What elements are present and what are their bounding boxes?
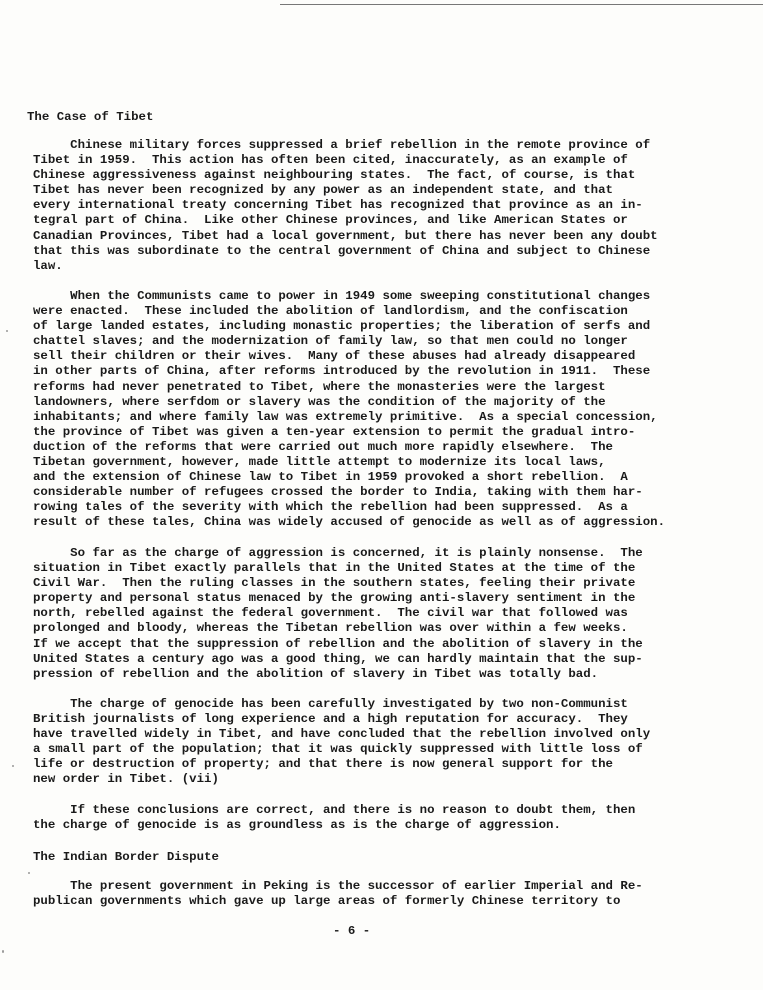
- text-line: reforms had never penetrated to Tibet, where the monasteries were the largest: [33, 379, 606, 394]
- paragraph-1: [33, 138, 753, 274]
- text-line: United States a century ago was a good thing, we can hardly maintain that the sup-: [33, 651, 643, 666]
- text-line: pression of rebellion and the abolition of slavery in Tibet was totally bad.: [33, 666, 599, 681]
- text-line: Tibet has never been recognized by any power as an independent state, and that: [33, 183, 613, 198]
- scan-speck: [6, 330, 8, 332]
- scan-speck: [12, 765, 14, 767]
- text-line: So far as the charge of aggression is concerned, it is plainly nonsense. The: [33, 546, 643, 560]
- text-line: the province of Tibet was given a ten-year extension to permit the gradual intro-: [33, 424, 636, 439]
- paragraph-4: [33, 697, 753, 788]
- paragraph-5: [33, 803, 753, 833]
- text-line: If we accept that the suppression of rebellion and the abolition of slavery in the: [33, 636, 643, 651]
- text-line: every international treaty concerning Tibet has recognized that province as an in-: [33, 198, 643, 213]
- text-line: law.: [33, 258, 63, 273]
- text-line: prolonged and bloody, whereas the Tibetan rebellion was over within a few weeks.: [33, 621, 628, 636]
- text-line: Chinese military forces suppressed a brief rebellion in the remote province of: [33, 138, 651, 152]
- text-line: duction of the reforms that were carried out much more rapidly elsewhere. The: [33, 439, 613, 454]
- scan-speck: [28, 872, 30, 874]
- text-line: Tibet in 1959. This action has often been cited, inaccurately, as an example of: [33, 153, 628, 168]
- paragraph-6: [33, 879, 753, 909]
- page-number: - 6 -: [333, 924, 371, 938]
- text-line: sell their children or their wives. Many of these abuses had already disappeared: [33, 349, 636, 364]
- text-line: life or destruction of property; and that there is now general support for the: [33, 757, 613, 772]
- text-line: a small part of the population; that it was quickly suppressed with little loss of: [33, 742, 643, 757]
- text-line: tegral part of China. Like other Chinese provinces, and like American States or: [33, 213, 628, 228]
- text-line: When the Communists came to power in 1949 some sweeping constitutional changes: [33, 289, 651, 303]
- paragraph-2: [33, 289, 753, 531]
- section-heading-indian-border: The Indian Border Dispute: [33, 850, 219, 864]
- text-line: north, rebelled against the federal government. The civil war that followed was: [33, 606, 628, 621]
- text-line: have travelled widely in Tibet, and have concluded that the rebellion involved only: [33, 727, 651, 742]
- text-line: result of these tales, China was widely accused of genocide as well as of aggression.: [33, 515, 666, 530]
- top-rule: [280, 4, 763, 5]
- text-line: Civil War. Then the ruling classes in the southern states, feeling their private: [33, 576, 636, 591]
- text-line: British journalists of long experience and a high reputation for accuracy. They: [33, 712, 628, 727]
- paragraph-3: [33, 546, 753, 682]
- text-line: that this was subordinate to the central government of China and subject to Chinese: [33, 243, 651, 258]
- text-line: Tibetan government, however, made little attempt to modernize its local laws,: [33, 455, 606, 470]
- text-line: the charge of genocide is as groundless as is the charge of aggression.: [33, 818, 561, 833]
- text-line: chattel slaves; and the modernization of family law, so that men could no longer: [33, 334, 628, 349]
- text-line: inhabitants; and where family law was extremely primitive. As a special concession,: [33, 409, 658, 424]
- text-line: considerable number of refugees crossed the border to India, taking with them har-: [33, 485, 643, 500]
- scan-speck: [2, 950, 4, 953]
- text-line: property and personal status menaced by the growing anti-slavery sentiment in the: [33, 591, 636, 606]
- text-line: If these conclusions are correct, and there is no reason to doubt them, then: [33, 803, 636, 817]
- text-line: situation in Tibet exactly parallels that in the United States at the time of the: [33, 561, 636, 576]
- text-line: and the extension of Chinese law to Tibet in 1959 provoked a short rebellion. A: [33, 470, 628, 485]
- text-line: of large landed estates, including monastic properties; the liberation of serfs and: [33, 319, 651, 334]
- text-line: publican governments which gave up large areas of formerly Chinese territory to: [33, 894, 621, 909]
- text-line: new order in Tibet. (vii): [33, 772, 219, 787]
- text-line: The present government in Peking is the successor of earlier Imperial and Re-: [33, 879, 643, 893]
- text-line: landowners, where serfdom or slavery was the condition of the majority of the: [33, 394, 606, 409]
- text-line: The charge of genocide has been carefully investigated by two non-Communist: [33, 697, 628, 711]
- section-heading-tibet: The Case of Tibet: [27, 110, 154, 124]
- text-line: Canadian Provinces, Tibet had a local government, but there has never been any doubt: [33, 228, 658, 243]
- text-line: in other parts of China, after reforms introduced by the revolution in 1911. These: [33, 364, 651, 379]
- text-line: Chinese aggressiveness against neighbouring states. The fact, of course, is that: [33, 168, 636, 183]
- text-line: were enacted. These included the abolition of landlordism, and the confiscation: [33, 304, 628, 319]
- text-line: rowing tales of the severity with which the rebellion had been suppressed. As a: [33, 500, 628, 515]
